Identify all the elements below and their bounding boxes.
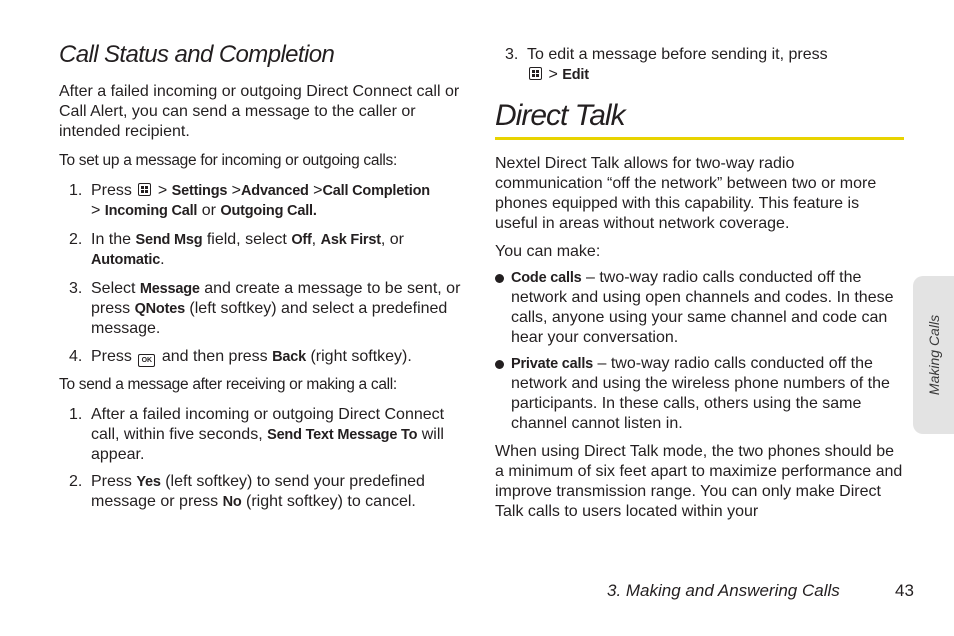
term-private-calls: Private calls <box>511 356 594 372</box>
steps-list <box>495 45 905 85</box>
step-number: 1. <box>69 182 83 199</box>
step-text: will appear. <box>91 426 444 463</box>
option-off: Off <box>291 232 312 248</box>
separator: > <box>313 182 323 199</box>
list-item <box>59 347 471 367</box>
list-item <box>59 472 471 512</box>
menu-path-call-completion: Call Completion <box>322 183 430 199</box>
list-item <box>495 354 905 434</box>
step-text: After a failed incoming or outgoing Direct Connect call, within five seconds, <box>91 406 445 443</box>
step-number: 3. <box>505 46 519 63</box>
step-text: (right softkey) to cancel. <box>246 493 416 510</box>
menu-key-icon <box>138 183 151 196</box>
closing-paragraph: When using Direct Talk mode, the two phones should be a minimum of six feet apart to maximize performance and improve transmission range. You can only make Direct Talk calls to users located within your <box>495 443 903 520</box>
separator: > <box>548 66 558 83</box>
step-text: Select <box>91 280 136 297</box>
instruction-lead: To set up a message for incoming or outgoing calls: <box>59 152 397 169</box>
steps-list <box>59 181 471 367</box>
term-description: – two-way radio calls conducted off the network and using open channels and codes. In these calls, anyone using your same channel and code can hear your conversation. <box>511 269 894 346</box>
list-item <box>59 181 471 221</box>
option-outgoing-call: Outgoing Call. <box>220 203 317 219</box>
step-text: and then press <box>161 348 268 365</box>
softkey-back: Back <box>272 349 306 365</box>
step-number: 3. <box>69 280 83 297</box>
step-text: Press <box>91 182 132 199</box>
step-text: (left softkey) to send your predefined message or press <box>91 473 425 510</box>
you-can-make: You can make: <box>495 243 601 260</box>
step-number: 4. <box>69 348 83 365</box>
menu-key-icon <box>529 67 542 80</box>
bullet-icon <box>495 274 504 283</box>
step-text: Press <box>91 348 132 365</box>
menu-path-settings: Settings <box>171 183 228 199</box>
steps-list <box>59 405 471 512</box>
ok-key-icon: OK <box>138 354 155 367</box>
list-item <box>59 279 471 339</box>
step-number: 2. <box>69 231 83 248</box>
step-text: and create a message to be sent, or press <box>91 280 461 317</box>
direct-talk-intro: Nextel Direct Talk allows for two-way radio communication “off the network” between two or more phones equipped with this capability. This feature is useful in areas without network coverage. <box>495 155 877 232</box>
list-item <box>495 45 905 85</box>
step-text: (left softkey) and select a predefined message. <box>91 300 448 337</box>
call-types-list <box>495 268 905 434</box>
term-description: – two-way radio calls conducted off the network and using the wireless phone numbers of the participants. In these calls, others using the same channel cannot listen in. <box>511 355 890 432</box>
step-number: 2. <box>69 473 83 490</box>
step-text: In the <box>91 231 132 248</box>
instruction-lead: To send a message after receiving or making a call: <box>59 376 397 393</box>
separator: > <box>231 182 242 199</box>
page-number: 43 <box>895 581 914 600</box>
separator: > <box>91 202 101 219</box>
bullet-icon <box>495 360 504 369</box>
step-text: To edit a message before sending it, press <box>527 46 828 63</box>
list-item <box>59 230 471 270</box>
list-item <box>59 405 471 465</box>
step-number: 1. <box>69 406 83 423</box>
softkey-qnotes: QNotes <box>134 301 185 317</box>
step-text: or <box>201 202 216 219</box>
softkey-yes: Yes <box>136 474 161 490</box>
prompt-send-text-message-to: Send Text Message To <box>267 427 418 443</box>
field-send-msg: Send Msg <box>135 232 203 248</box>
side-tab-label: Making Calls <box>925 314 942 396</box>
step-text: . <box>160 251 165 268</box>
option-ask-first: Ask First <box>320 232 381 248</box>
intro-paragraph: After a failed incoming or outgoing Direct Connect call or Call Alert, you can send a message to the caller or intended recipient. <box>59 83 460 140</box>
term-code-calls: Code calls <box>511 270 582 286</box>
option-incoming-call: Incoming Call <box>104 203 198 219</box>
direct-talk-heading: Direct Talk <box>495 99 904 140</box>
step-text: Press <box>91 473 132 490</box>
step-text: , <box>311 231 317 248</box>
section-heading: Call Status and Completion <box>59 41 335 68</box>
option-automatic: Automatic <box>91 252 161 268</box>
footer-chapter: 3. Making and Answering Calls <box>607 581 840 600</box>
step-text: , or <box>380 231 404 248</box>
separator: > <box>157 182 168 199</box>
list-item <box>495 268 905 348</box>
section-side-tab <box>913 276 954 434</box>
option-message: Message <box>139 281 200 297</box>
step-text: (right softkey). <box>310 348 412 365</box>
softkey-no: No <box>222 494 242 510</box>
step-text: field, select <box>206 231 287 248</box>
option-edit: Edit <box>562 67 589 83</box>
menu-path-advanced: Advanced <box>241 183 309 199</box>
